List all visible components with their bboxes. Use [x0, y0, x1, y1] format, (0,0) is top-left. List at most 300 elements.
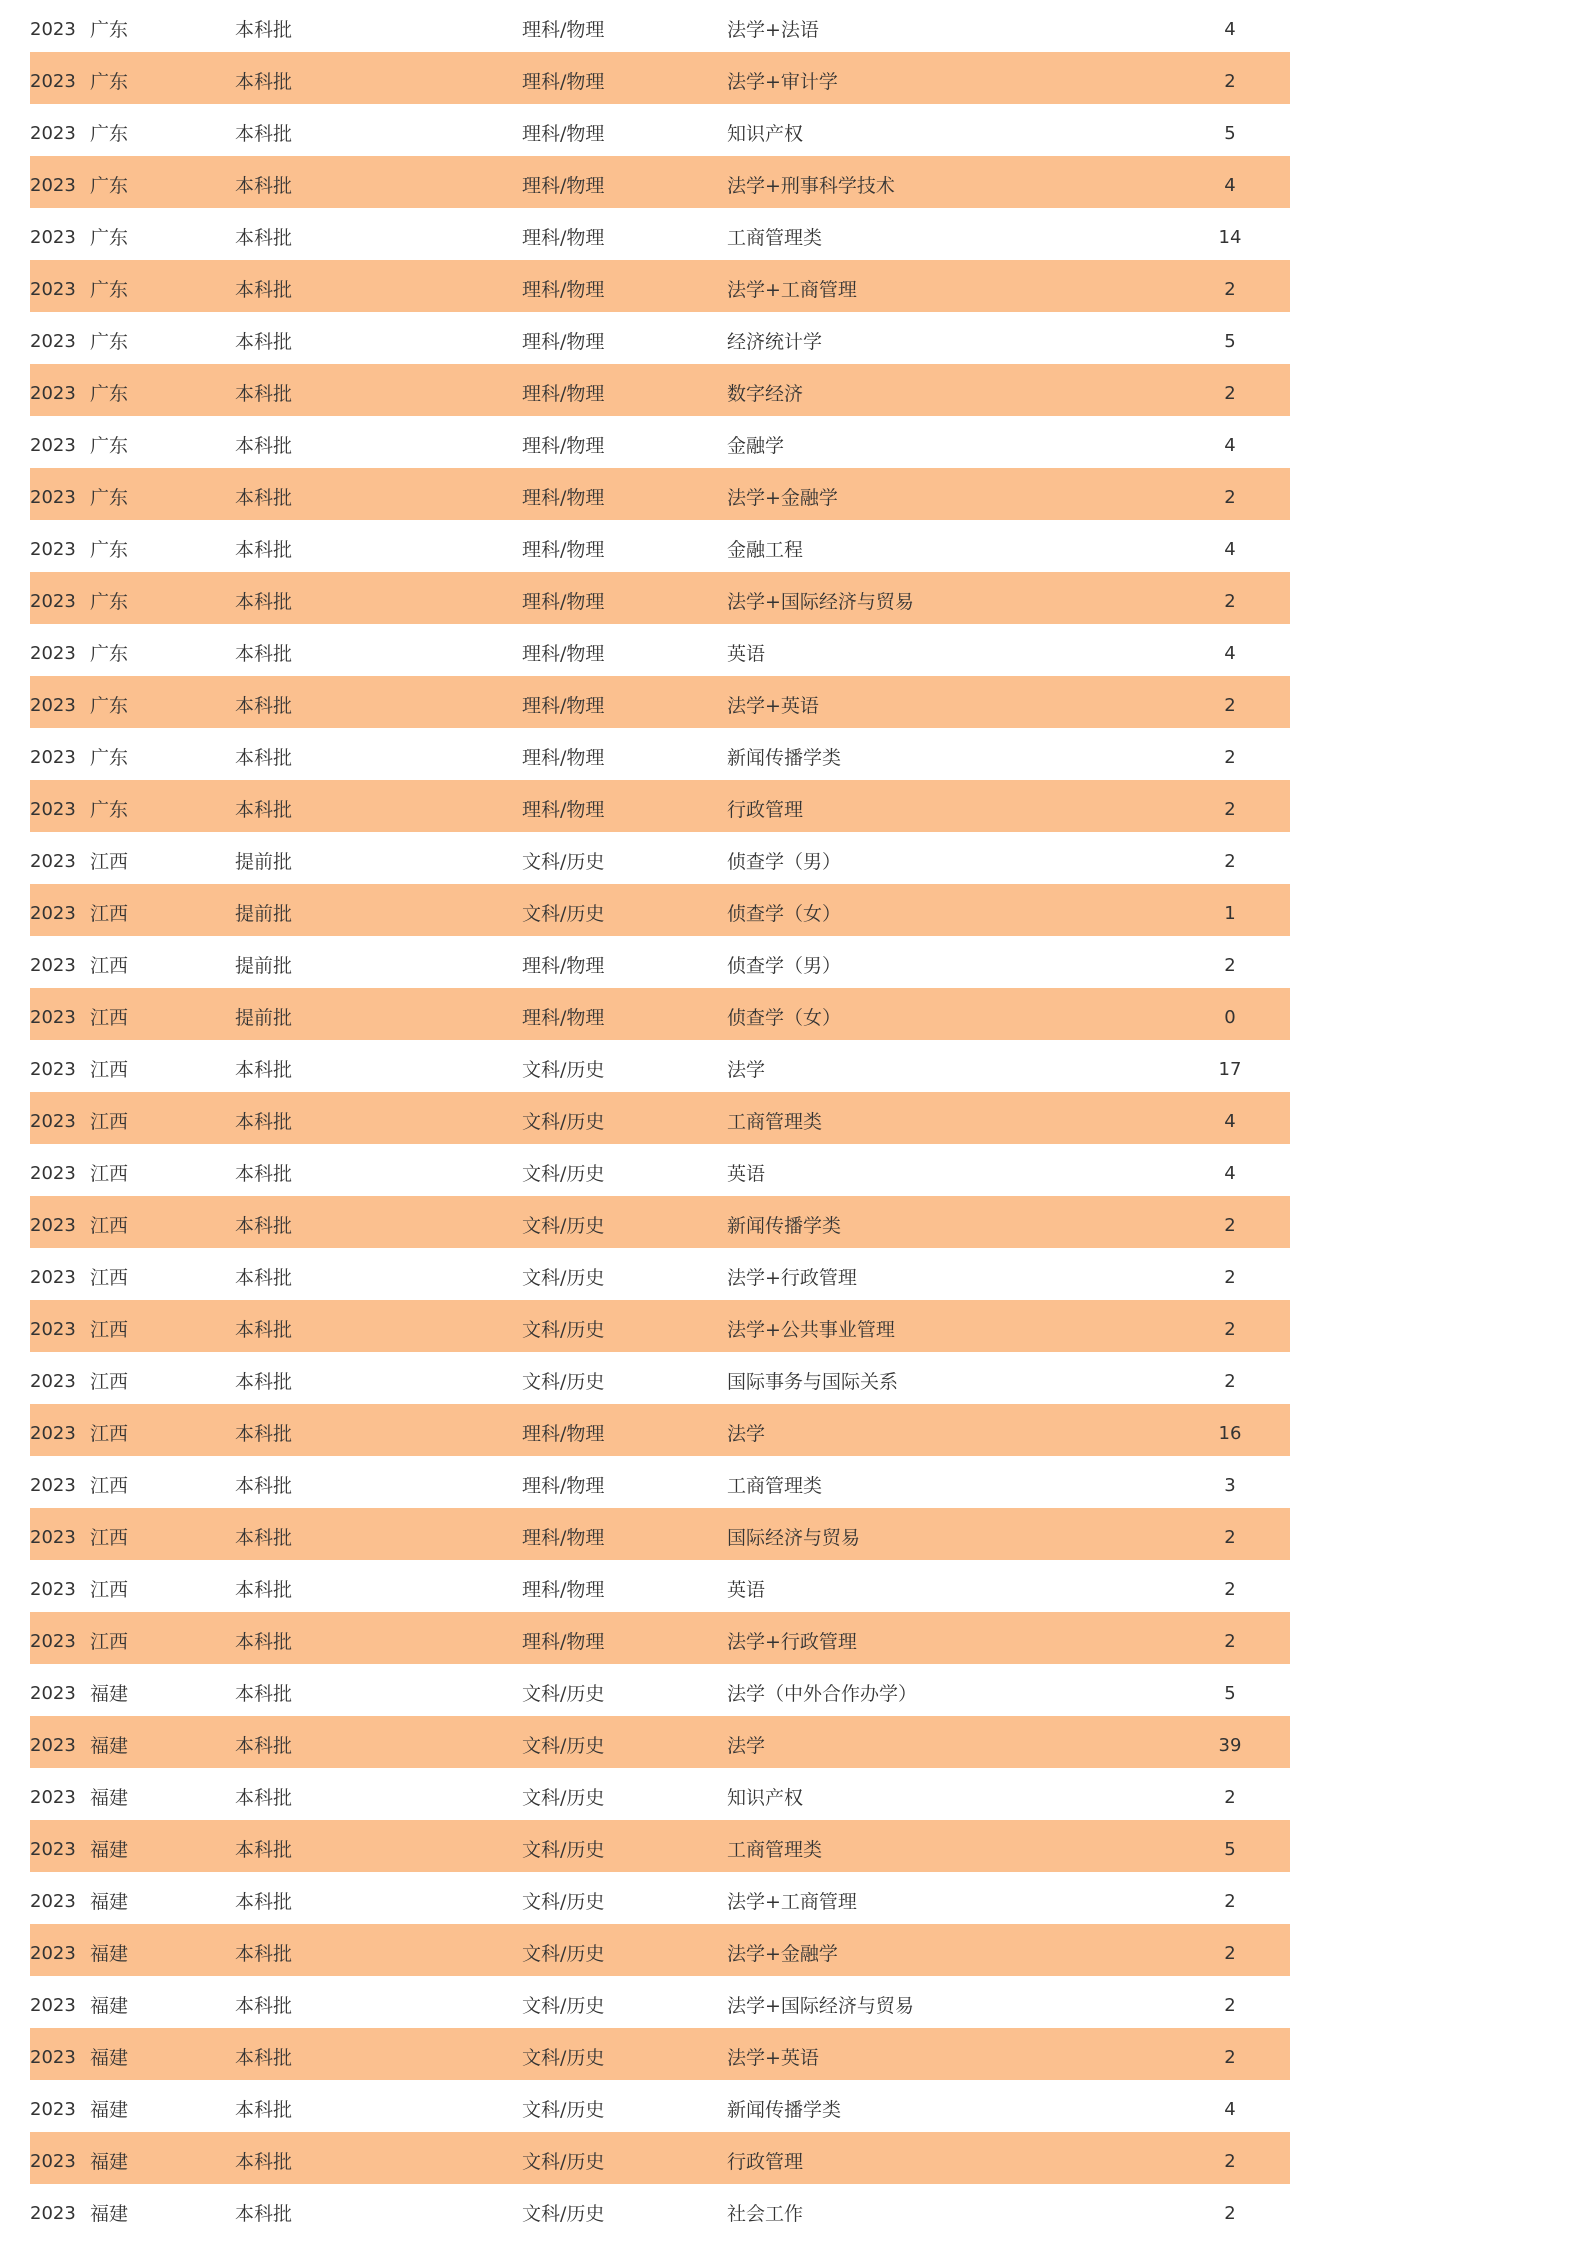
major-cell: 法学+工商管理	[727, 279, 857, 301]
table-row	[30, 1664, 1290, 1716]
province-cell: 广东	[90, 435, 129, 457]
table-row	[30, 1508, 1290, 1560]
province-cell: 江西	[90, 851, 129, 873]
year-cell: 2023	[30, 747, 76, 768]
count-cell: 39	[1218, 1735, 1242, 1756]
batch-cell: 提前批	[235, 1007, 293, 1029]
count-cell: 2	[1224, 955, 1236, 976]
year-cell: 2023	[30, 1631, 76, 1652]
province-cell: 江西	[90, 955, 129, 977]
major-cell: 知识产权	[727, 1787, 804, 1809]
subject-cell: 理科/物理	[522, 591, 605, 613]
major-cell: 法学+刑事科学技术	[727, 175, 895, 197]
province-cell: 福建	[90, 2151, 129, 2173]
province-cell: 广东	[90, 383, 129, 405]
major-cell: 法学	[727, 1735, 766, 1757]
count-cell: 2	[1224, 487, 1236, 508]
batch-cell: 提前批	[235, 955, 293, 977]
year-cell: 2023	[30, 591, 76, 612]
year-cell: 2023	[30, 71, 76, 92]
subject-cell: 理科/物理	[522, 487, 605, 509]
major-cell: 法学+工商管理	[727, 1891, 857, 1913]
province-cell: 福建	[90, 1891, 129, 1913]
batch-cell: 本科批	[235, 1371, 293, 1393]
year-cell: 2023	[30, 2203, 76, 2224]
batch-cell: 本科批	[235, 2047, 293, 2069]
subject-cell: 理科/物理	[522, 19, 605, 41]
province-cell: 福建	[90, 1943, 129, 1965]
year-cell: 2023	[30, 1839, 76, 1860]
table-row	[30, 0, 1290, 52]
table-row	[30, 1248, 1290, 1300]
count-cell: 2	[1224, 1891, 1236, 1912]
year-cell: 2023	[30, 1787, 76, 1808]
province-cell: 广东	[90, 19, 129, 41]
count-cell: 2	[1224, 383, 1236, 404]
batch-cell: 本科批	[235, 695, 293, 717]
table-row	[30, 624, 1290, 676]
count-cell: 5	[1224, 1683, 1236, 1704]
major-cell: 法学+行政管理	[727, 1631, 857, 1653]
year-cell: 2023	[30, 1943, 76, 1964]
batch-cell: 本科批	[235, 1163, 293, 1185]
year-cell: 2023	[30, 1423, 76, 1444]
count-cell: 2	[1224, 1787, 1236, 1808]
year-cell: 2023	[30, 2099, 76, 2120]
province-cell: 福建	[90, 1787, 129, 1809]
table-row	[30, 1404, 1290, 1456]
subject-cell: 文科/历史	[522, 1163, 605, 1185]
province-cell: 江西	[90, 1267, 129, 1289]
batch-cell: 本科批	[235, 71, 293, 93]
subject-cell: 文科/历史	[522, 1891, 605, 1913]
province-cell: 江西	[90, 1059, 129, 1081]
major-cell: 法学+法语	[727, 19, 819, 41]
year-cell: 2023	[30, 1007, 76, 1028]
subject-cell: 理科/物理	[522, 539, 605, 561]
major-cell: 英语	[727, 643, 766, 665]
table-row	[30, 780, 1290, 832]
province-cell: 广东	[90, 331, 129, 353]
table-row	[30, 1560, 1290, 1612]
batch-cell: 本科批	[235, 1475, 293, 1497]
subject-cell: 文科/历史	[522, 1371, 605, 1393]
major-cell: 法学	[727, 1059, 766, 1081]
year-cell: 2023	[30, 1475, 76, 1496]
count-cell: 1	[1224, 903, 1236, 924]
count-cell: 4	[1224, 1163, 1236, 1184]
count-cell: 2	[1224, 1267, 1236, 1288]
batch-cell: 本科批	[235, 2099, 293, 2121]
batch-cell: 本科批	[235, 227, 293, 249]
batch-cell: 提前批	[235, 903, 293, 925]
batch-cell: 本科批	[235, 1423, 293, 1445]
province-cell: 江西	[90, 1215, 129, 1237]
subject-cell: 理科/物理	[522, 695, 605, 717]
count-cell: 4	[1224, 2099, 1236, 2120]
subject-cell: 理科/物理	[522, 1423, 605, 1445]
count-cell: 2	[1224, 695, 1236, 716]
subject-cell: 理科/物理	[522, 1475, 605, 1497]
province-cell: 江西	[90, 1527, 129, 1549]
batch-cell: 本科批	[235, 123, 293, 145]
batch-cell: 本科批	[235, 1319, 293, 1341]
province-cell: 福建	[90, 1735, 129, 1757]
table-row	[30, 208, 1290, 260]
major-cell: 行政管理	[727, 2151, 804, 2173]
subject-cell: 文科/历史	[522, 1059, 605, 1081]
major-cell: 金融工程	[727, 539, 804, 561]
province-cell: 福建	[90, 2203, 129, 2225]
subject-cell: 理科/物理	[522, 435, 605, 457]
major-cell: 法学	[727, 1423, 766, 1445]
major-cell: 侦查学（男）	[727, 955, 842, 977]
count-cell: 2	[1224, 1215, 1236, 1236]
table-row	[30, 312, 1290, 364]
year-cell: 2023	[30, 851, 76, 872]
batch-cell: 本科批	[235, 1995, 293, 2017]
province-cell: 江西	[90, 1423, 129, 1445]
province-cell: 江西	[90, 903, 129, 925]
year-cell: 2023	[30, 2047, 76, 2068]
major-cell: 社会工作	[727, 2203, 804, 2225]
subject-cell: 文科/历史	[522, 903, 605, 925]
year-cell: 2023	[30, 1215, 76, 1236]
subject-cell: 理科/物理	[522, 955, 605, 977]
major-cell: 法学+英语	[727, 695, 819, 717]
count-cell: 2	[1224, 799, 1236, 820]
table-row	[30, 1768, 1290, 1820]
batch-cell: 本科批	[235, 383, 293, 405]
table-row	[30, 1300, 1290, 1352]
table-row	[30, 416, 1290, 468]
year-cell: 2023	[30, 1111, 76, 1132]
subject-cell: 文科/历史	[522, 1839, 605, 1861]
year-cell: 2023	[30, 643, 76, 664]
batch-cell: 提前批	[235, 851, 293, 873]
province-cell: 福建	[90, 1995, 129, 2017]
subject-cell: 文科/历史	[522, 1683, 605, 1705]
year-cell: 2023	[30, 1891, 76, 1912]
province-cell: 福建	[90, 1839, 129, 1861]
table-row	[30, 728, 1290, 780]
count-cell: 2	[1224, 2151, 1236, 2172]
subject-cell: 文科/历史	[522, 1735, 605, 1757]
table-row	[30, 2080, 1290, 2132]
year-cell: 2023	[30, 175, 76, 196]
major-cell: 法学+国际经济与贸易	[727, 1995, 914, 2017]
batch-cell: 本科批	[235, 1943, 293, 1965]
subject-cell: 文科/历史	[522, 2151, 605, 2173]
major-cell: 侦查学（男）	[727, 851, 842, 873]
year-cell: 2023	[30, 1371, 76, 1392]
year-cell: 2023	[30, 2151, 76, 2172]
subject-cell: 理科/物理	[522, 747, 605, 769]
count-cell: 2	[1224, 1319, 1236, 1340]
subject-cell: 文科/历史	[522, 2047, 605, 2069]
major-cell: 法学+金融学	[727, 1943, 838, 1965]
subject-cell: 理科/物理	[522, 1579, 605, 1601]
batch-cell: 本科批	[235, 591, 293, 613]
batch-cell: 本科批	[235, 1527, 293, 1549]
count-cell: 2	[1224, 1371, 1236, 1392]
subject-cell: 文科/历史	[522, 1267, 605, 1289]
batch-cell: 本科批	[235, 1059, 293, 1081]
batch-cell: 本科批	[235, 2151, 293, 2173]
year-cell: 2023	[30, 19, 76, 40]
subject-cell: 理科/物理	[522, 799, 605, 821]
table-row	[30, 52, 1290, 104]
table-row	[30, 468, 1290, 520]
year-cell: 2023	[30, 435, 76, 456]
subject-cell: 文科/历史	[522, 1995, 605, 2017]
province-cell: 广东	[90, 799, 129, 821]
year-cell: 2023	[30, 539, 76, 560]
batch-cell: 本科批	[235, 1787, 293, 1809]
subject-cell: 理科/物理	[522, 331, 605, 353]
major-cell: 工商管理类	[727, 1839, 823, 1861]
batch-cell: 本科批	[235, 1839, 293, 1861]
batch-cell: 本科批	[235, 799, 293, 821]
batch-cell: 本科批	[235, 1735, 293, 1757]
province-cell: 广东	[90, 487, 129, 509]
count-cell: 4	[1224, 435, 1236, 456]
major-cell: 法学+公共事业管理	[727, 1319, 895, 1341]
table-row	[30, 156, 1290, 208]
count-cell: 2	[1224, 279, 1236, 300]
batch-cell: 本科批	[235, 747, 293, 769]
subject-cell: 文科/历史	[522, 1319, 605, 1341]
count-cell: 14	[1218, 227, 1242, 248]
subject-cell: 理科/物理	[522, 643, 605, 665]
province-cell: 广东	[90, 71, 129, 93]
province-cell: 广东	[90, 123, 129, 145]
year-cell: 2023	[30, 695, 76, 716]
major-cell: 新闻传播学类	[727, 1215, 842, 1237]
major-cell: 英语	[727, 1579, 766, 1601]
count-cell: 4	[1224, 643, 1236, 664]
table-row	[30, 2132, 1290, 2184]
batch-cell: 本科批	[235, 175, 293, 197]
major-cell: 行政管理	[727, 799, 804, 821]
table-row	[30, 1144, 1290, 1196]
major-cell: 法学+金融学	[727, 487, 838, 509]
major-cell: 侦查学（女）	[727, 1007, 842, 1029]
count-cell: 2	[1224, 1995, 1236, 2016]
province-cell: 广东	[90, 539, 129, 561]
year-cell: 2023	[30, 1267, 76, 1288]
province-cell: 广东	[90, 279, 129, 301]
province-cell: 广东	[90, 695, 129, 717]
year-cell: 2023	[30, 331, 76, 352]
count-cell: 2	[1224, 1579, 1236, 1600]
batch-cell: 本科批	[235, 1891, 293, 1913]
year-cell: 2023	[30, 227, 76, 248]
province-cell: 福建	[90, 1683, 129, 1705]
batch-cell: 本科批	[235, 1579, 293, 1601]
count-cell: 2	[1224, 2203, 1236, 2224]
table-row	[30, 1820, 1290, 1872]
table-row	[30, 884, 1290, 936]
count-cell: 5	[1224, 331, 1236, 352]
year-cell: 2023	[30, 279, 76, 300]
province-cell: 广东	[90, 175, 129, 197]
province-cell: 江西	[90, 1475, 129, 1497]
batch-cell: 本科批	[235, 643, 293, 665]
province-cell: 江西	[90, 1371, 129, 1393]
year-cell: 2023	[30, 1735, 76, 1756]
count-cell: 5	[1224, 1839, 1236, 1860]
count-cell: 2	[1224, 1943, 1236, 1964]
table-row	[30, 676, 1290, 728]
table-row	[30, 1872, 1290, 1924]
table-row	[30, 572, 1290, 624]
batch-cell: 本科批	[235, 487, 293, 509]
subject-cell: 理科/物理	[522, 71, 605, 93]
table-row	[30, 520, 1290, 572]
count-cell: 0	[1224, 1007, 1236, 1028]
table-row	[30, 1924, 1290, 1976]
table-row	[30, 260, 1290, 312]
year-cell: 2023	[30, 799, 76, 820]
count-cell: 2	[1224, 747, 1236, 768]
year-cell: 2023	[30, 1995, 76, 2016]
count-cell: 2	[1224, 1527, 1236, 1548]
table-row	[30, 1612, 1290, 1664]
major-cell: 侦查学（女）	[727, 903, 842, 925]
batch-cell: 本科批	[235, 1267, 293, 1289]
province-cell: 江西	[90, 1319, 129, 1341]
province-cell: 广东	[90, 643, 129, 665]
major-cell: 知识产权	[727, 123, 804, 145]
province-cell: 江西	[90, 1579, 129, 1601]
count-cell: 5	[1224, 123, 1236, 144]
major-cell: 工商管理类	[727, 1111, 823, 1133]
count-cell: 4	[1224, 539, 1236, 560]
major-cell: 数字经济	[727, 383, 804, 405]
subject-cell: 理科/物理	[522, 279, 605, 301]
year-cell: 2023	[30, 1059, 76, 1080]
subject-cell: 理科/物理	[522, 383, 605, 405]
subject-cell: 理科/物理	[522, 1631, 605, 1653]
subject-cell: 文科/历史	[522, 2203, 605, 2225]
year-cell: 2023	[30, 1163, 76, 1184]
year-cell: 2023	[30, 1683, 76, 1704]
major-cell: 工商管理类	[727, 227, 823, 249]
table-row	[30, 2184, 1290, 2236]
major-cell: 金融学	[727, 435, 785, 457]
table-row	[30, 1196, 1290, 1248]
table-row	[30, 364, 1290, 416]
province-cell: 江西	[90, 1007, 129, 1029]
province-cell: 福建	[90, 2047, 129, 2069]
table-row	[30, 1716, 1290, 1768]
count-cell: 16	[1218, 1423, 1242, 1444]
province-cell: 江西	[90, 1631, 129, 1653]
subject-cell: 文科/历史	[522, 1111, 605, 1133]
subject-cell: 文科/历史	[522, 1215, 605, 1237]
province-cell: 江西	[90, 1163, 129, 1185]
batch-cell: 本科批	[235, 1215, 293, 1237]
count-cell: 4	[1224, 19, 1236, 40]
count-cell: 2	[1224, 1631, 1236, 1652]
province-cell: 广东	[90, 747, 129, 769]
subject-cell: 文科/历史	[522, 851, 605, 873]
subject-cell: 理科/物理	[522, 1527, 605, 1549]
subject-cell: 文科/历史	[522, 2099, 605, 2121]
subject-cell: 理科/物理	[522, 175, 605, 197]
major-cell: 法学+审计学	[727, 71, 838, 93]
table-row	[30, 1092, 1290, 1144]
table-row	[30, 104, 1290, 156]
count-cell: 2	[1224, 851, 1236, 872]
year-cell: 2023	[30, 487, 76, 508]
major-cell: 工商管理类	[727, 1475, 823, 1497]
year-cell: 2023	[30, 903, 76, 924]
province-cell: 广东	[90, 591, 129, 613]
table-row	[30, 1352, 1290, 1404]
major-cell: 法学（中外合作办学）	[727, 1683, 918, 1705]
batch-cell: 本科批	[235, 1631, 293, 1653]
major-cell: 经济统计学	[727, 331, 823, 353]
count-cell: 4	[1224, 1111, 1236, 1132]
subject-cell: 文科/历史	[522, 1943, 605, 1965]
batch-cell: 本科批	[235, 331, 293, 353]
table-row	[30, 1040, 1290, 1092]
admissions-table	[30, 0, 1290, 2236]
subject-cell: 理科/物理	[522, 1007, 605, 1029]
year-cell: 2023	[30, 1579, 76, 1600]
major-cell: 法学+英语	[727, 2047, 819, 2069]
province-cell: 福建	[90, 2099, 129, 2121]
major-cell: 国际经济与贸易	[727, 1527, 861, 1549]
subject-cell: 理科/物理	[522, 227, 605, 249]
major-cell: 国际事务与国际关系	[727, 1371, 899, 1393]
year-cell: 2023	[30, 1527, 76, 1548]
count-cell: 4	[1224, 175, 1236, 196]
year-cell: 2023	[30, 1319, 76, 1340]
batch-cell: 本科批	[235, 1683, 293, 1705]
table-row	[30, 1976, 1290, 2028]
major-cell: 英语	[727, 1163, 766, 1185]
year-cell: 2023	[30, 123, 76, 144]
province-cell: 江西	[90, 1111, 129, 1133]
table-row	[30, 988, 1290, 1040]
batch-cell: 本科批	[235, 279, 293, 301]
table-row	[30, 2028, 1290, 2080]
major-cell: 法学+行政管理	[727, 1267, 857, 1289]
batch-cell: 本科批	[235, 435, 293, 457]
batch-cell: 本科批	[235, 1111, 293, 1133]
table-row	[30, 1456, 1290, 1508]
table-row	[30, 936, 1290, 988]
subject-cell: 文科/历史	[522, 1787, 605, 1809]
major-cell: 新闻传播学类	[727, 747, 842, 769]
count-cell: 2	[1224, 71, 1236, 92]
subject-cell: 理科/物理	[522, 123, 605, 145]
year-cell: 2023	[30, 955, 76, 976]
major-cell: 法学+国际经济与贸易	[727, 591, 914, 613]
batch-cell: 本科批	[235, 539, 293, 561]
batch-cell: 本科批	[235, 2203, 293, 2225]
batch-cell: 本科批	[235, 19, 293, 41]
count-cell: 17	[1218, 1059, 1242, 1080]
year-cell: 2023	[30, 383, 76, 404]
count-cell: 3	[1224, 1475, 1236, 1496]
province-cell: 广东	[90, 227, 129, 249]
major-cell: 新闻传播学类	[727, 2099, 842, 2121]
count-cell: 2	[1224, 591, 1236, 612]
